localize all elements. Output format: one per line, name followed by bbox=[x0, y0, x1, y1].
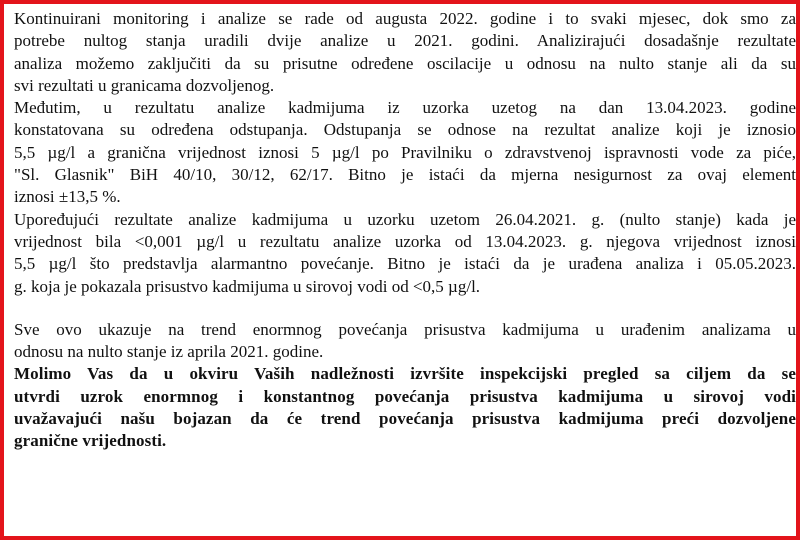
text-line: uvažavajući našu bojazan da će trend povećanja prisustva kadmijuma preći dozvoljene bbox=[14, 409, 796, 429]
text-line: konstatovana su određena odstupanja. Odstupanja se odnose na rezultat analize koji je iznosio bbox=[14, 120, 796, 140]
paragraph-comparison bbox=[14, 209, 796, 298]
text-line: vrijednost bila <0,001 µg/l u rezultatu analize uzorka od 13.04.2023. g. njegova vrijednost iznosi bbox=[14, 231, 796, 251]
text-line: analiza možemo zaključiti da su prisutne određene oscilacije u odnosu na nulto stanje ali da su bbox=[14, 53, 796, 73]
text-line: Upoređujući rezultate analize kadmijuma u uzorku uzetom 26.04.2021. g. (nulto stanje) kada je bbox=[14, 209, 796, 229]
document-body bbox=[14, 8, 796, 453]
text-line: 5,5 µg/l a granična vrijednost iznosi 5 µg/l po Pravilniku o zdravstvenoj ispravnosti vode za piće, bbox=[14, 142, 796, 162]
text-line: potrebe nultog stanja uradili dvije analize u 2021. godini. Analizirajući dosadašnje rezultate bbox=[14, 31, 796, 51]
text-line: Kontinuirani monitoring i analize se rade od augusta 2022. godine i to svaki mjesec, dok smo za bbox=[14, 9, 796, 28]
text-line: g. koja je pokazala prisustvo kadmijuma u sirovoj vodi od <0,5 µg/l. bbox=[14, 276, 481, 296]
paragraph-deviation bbox=[14, 97, 796, 208]
paragraph-spacer bbox=[14, 298, 796, 319]
text-line: iznosi ±13,5 %. bbox=[14, 187, 121, 207]
text-line: odnosu na nulto stanje iz aprila 2021. godine. bbox=[14, 342, 324, 362]
text-line: granične vrijednosti. bbox=[14, 431, 167, 451]
paragraph-monitoring bbox=[14, 8, 796, 97]
text-line: svi rezultati u granicama dozvoljenog. bbox=[14, 75, 275, 95]
text-line: Međutim, u rezultatu analize kadmijuma iz uzorka uzetog na dan 13.04.2023. godine bbox=[14, 98, 796, 118]
text-line: Sve ovo ukazuje na trend enormnog povećanja prisustva kadmijuma u urađenim analizama u bbox=[14, 319, 796, 339]
text-line: utvrdi uzrok enormnog i konstantnog povećanja prisustva kadmijuma u sirovoj vodi bbox=[14, 386, 796, 406]
paragraph-request bbox=[14, 363, 796, 452]
text-line: Molimo Vas da u okviru Vaših nadležnosti izvršite inspekcijski pregled sa ciljem da se bbox=[14, 364, 796, 384]
text-line: "Sl. Glasnik" BiH 40/10, 30/12, 62/17. Bitno je istaći da mjerna nesigurnost za ovaj element bbox=[14, 165, 796, 185]
text-line: 5,5 µg/l što predstavlja alarmantno povećanje. Bitno je istaći da je urađena analiza i 05.05.2023. bbox=[14, 254, 796, 274]
paragraph-trend bbox=[14, 319, 796, 364]
